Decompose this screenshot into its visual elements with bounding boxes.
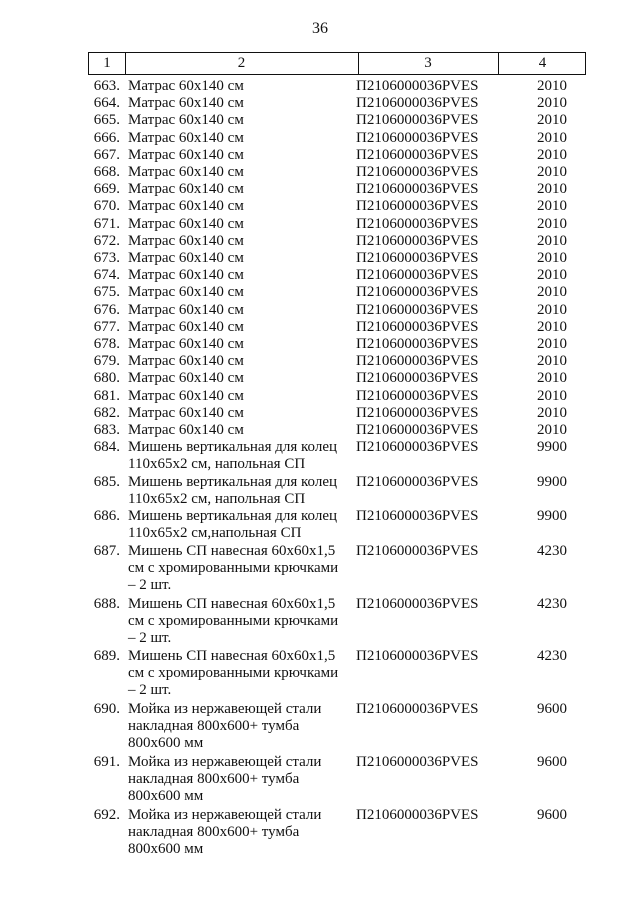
row-name [128,233,363,250]
row-number: 689. [93,648,120,665]
row-name [128,130,363,147]
row-name [128,508,363,542]
row-code: П2106000036PVES [356,232,479,249]
row-number: 683. [93,422,120,438]
items-table [88,52,586,860]
row-value: 9900 [537,473,567,490]
row-code: П2106000036PVES [356,301,479,318]
row-name-line: см с хромированными крючками [128,665,339,682]
row-name-line: Мишень вертикальная для колец [128,508,338,525]
row-code: П2106000036PVES [356,129,479,146]
row-name-line: 800х600 мм [128,787,204,804]
row-value: 2010 [537,422,567,438]
row-name [128,284,363,301]
row-code: П2106000036PVES [356,198,479,215]
row-code: П2106000036PVES [356,387,479,404]
row-number: 686. [93,508,120,525]
row-name [128,302,363,319]
row-name [128,216,363,233]
row-code: П2106000036PVES [356,806,479,823]
row-name [128,198,363,215]
row-name [128,543,363,594]
row-number: 671. [93,215,120,232]
row-code: П2106000036PVES [356,508,479,525]
row-number: 690. [93,701,120,718]
row-name-line: 800х600 мм [128,840,204,857]
row-value: 2010 [537,318,567,335]
row-code: П2106000036PVES [356,318,479,335]
row-name-line: Мойка из нержавеющей стали [128,753,322,770]
row-number: 675. [93,284,120,301]
row-name-line: Мишень СП навесная 60х60х1,5 [128,542,336,559]
row-number: 677. [93,318,120,335]
row-name-line: Мишень вертикальная для колец [128,439,338,456]
row-name-line: Матрас 60х140 см [128,284,244,301]
header-divider [498,53,499,74]
row-number: 680. [93,370,120,387]
row-code: П2106000036PVES [356,112,479,129]
row-name [128,267,363,284]
row-code: П2106000036PVES [356,78,479,94]
row-value: 2010 [537,164,567,180]
row-code: П2106000036PVES [356,439,479,456]
row-value: 2010 [537,267,567,284]
row-value: 2010 [537,284,567,301]
row-name [128,353,363,370]
row-number: 674. [93,267,120,284]
row-name-line: Мойка из нержавеющей стали [128,806,322,823]
row-value: 9900 [537,439,567,456]
row-number: 685. [93,473,120,490]
row-value: 2010 [537,112,567,129]
row-code: П2106000036PVES [356,181,479,198]
row-value: 2010 [537,336,567,352]
row-name-line: 110х65х2 см,напольная СП [128,525,302,542]
row-name [128,319,363,336]
row-code: П2106000036PVES [356,95,479,112]
row-name [128,596,363,647]
row-number: 673. [93,250,120,266]
row-value: 2010 [537,370,567,387]
row-name [128,370,363,387]
row-name-line: накладная 800х600+ тумба [128,718,300,735]
row-name-line: Матрас 60х140 см [128,318,244,335]
row-code: П2106000036PVES [356,701,479,718]
table-body [88,75,586,860]
row-number: 687. [93,542,120,559]
row-code: П2106000036PVES [356,250,479,266]
table-header [88,52,586,75]
row-name-line: см с хромированными крючками [128,559,339,576]
row-name-line: Матрас 60х140 см [128,267,244,284]
row-name [128,147,363,164]
header-divider [125,53,126,74]
row-name-line: накладная 800х600+ тумба [128,823,300,840]
row-number: 669. [93,181,120,198]
row-name-line: 110х65х2 см, напольная СП [128,490,306,507]
row-name-line: Матрас 60х140 см [128,215,244,232]
row-number: 664. [93,95,120,112]
row-value: 9600 [537,806,567,823]
row-name-line: – 2 шт. [128,576,172,593]
row-value: 4230 [537,542,567,559]
row-name [128,422,363,439]
row-code: П2106000036PVES [356,542,479,559]
row-code: П2106000036PVES [356,146,479,163]
row-number: 667. [93,146,120,163]
header-col-4: 4 [538,55,547,71]
row-code: П2106000036PVES [356,753,479,770]
row-number: 679. [93,353,120,370]
row-name [128,112,363,129]
row-name-line: – 2 шт. [128,629,172,646]
row-name-line: 800х600 мм [128,735,204,752]
row-name-line: Мишень вертикальная для колец [128,473,338,490]
header-col-2: 2 [237,55,246,71]
row-name-line: Матрас 60х140 см [128,422,244,438]
row-code: П2106000036PVES [356,422,479,438]
row-value: 4230 [537,648,567,665]
row-number: 678. [93,336,120,352]
row-name-line: Матрас 60х140 см [128,129,244,146]
row-name [128,474,363,508]
row-name-line: Матрас 60х140 см [128,250,244,266]
header-col-1: 1 [103,55,111,71]
row-name-line: Матрас 60х140 см [128,198,244,215]
row-code: П2106000036PVES [356,473,479,490]
row-name-line: см с хромированными крючками [128,612,339,629]
row-number: 682. [93,404,120,421]
row-name-line: Мишень СП навесная 60х60х1,5 [128,648,336,665]
row-value: 2010 [537,78,567,94]
row-number: 684. [93,439,120,456]
row-name-line: Матрас 60х140 см [128,370,244,387]
row-number: 672. [93,232,120,249]
row-value: 2010 [537,198,567,215]
row-number: 691. [93,753,120,770]
row-name [128,701,363,752]
row-number: 688. [93,595,120,612]
row-name-line: Матрас 60х140 см [128,301,244,318]
row-number: 670. [93,198,120,215]
row-name [128,95,363,112]
row-value: 2010 [537,353,567,370]
row-value: 9600 [537,753,567,770]
row-value: 2010 [537,232,567,249]
row-code: П2106000036PVES [356,648,479,665]
row-name-line: Матрас 60х140 см [128,146,244,163]
row-name [128,181,363,198]
row-name-line: Мишень СП навесная 60х60х1,5 [128,595,336,612]
row-name [128,405,363,422]
row-name-line: – 2 шт. [128,682,172,699]
row-name-line: накладная 800х600+ тумба [128,770,300,787]
header-divider [358,53,359,74]
page-number: 36 [312,20,328,37]
row-code: П2106000036PVES [356,336,479,352]
row-name-line: Матрас 60х140 см [128,181,244,198]
row-value: 2010 [537,146,567,163]
row-code: П2106000036PVES [356,353,479,370]
row-number: 668. [93,164,120,180]
row-value: 2010 [537,387,567,404]
row-name [128,648,363,699]
row-name [128,164,363,181]
row-value: 9600 [537,701,567,718]
row-name [128,250,363,267]
row-code: П2106000036PVES [356,404,479,421]
row-value: 2010 [537,301,567,318]
row-value: 2010 [537,95,567,112]
row-name-line: Матрас 60х140 см [128,78,244,94]
row-number: 665. [93,112,120,129]
row-number: 681. [93,387,120,404]
row-number: 666. [93,129,120,146]
row-value: 2010 [537,129,567,146]
row-value: 4230 [537,595,567,612]
row-code: П2106000036PVES [356,595,479,612]
row-code: П2106000036PVES [356,164,479,180]
row-code: П2106000036PVES [356,284,479,301]
row-name-line: Матрас 60х140 см [128,164,244,180]
row-name [128,754,363,805]
row-name-line: Матрас 60х140 см [128,353,244,370]
row-value: 2010 [537,215,567,232]
row-value: 2010 [537,250,567,266]
row-name [128,807,363,858]
row-name-line: Матрас 60х140 см [128,387,244,404]
row-number: 663. [93,78,120,94]
row-value: 2010 [537,404,567,421]
row-name [128,336,363,353]
row-name-line: Матрас 60х140 см [128,95,244,112]
row-value: 2010 [537,181,567,198]
row-name [128,388,363,405]
row-name [128,439,363,473]
row-number: 676. [93,301,120,318]
row-value: 9900 [537,508,567,525]
row-code: П2106000036PVES [356,370,479,387]
row-name-line: Матрас 60х140 см [128,232,244,249]
row-code: П2106000036PVES [356,215,479,232]
row-number: 692. [93,806,120,823]
row-name-line: 110х65х2 см, напольная СП [128,456,306,473]
row-name [128,78,363,95]
row-name-line: Матрас 60х140 см [128,336,244,352]
row-code: П2106000036PVES [356,267,479,284]
header-col-3: 3 [424,55,432,71]
row-name-line: Мойка из нержавеющей стали [128,701,322,718]
row-name-line: Матрас 60х140 см [128,404,244,421]
row-name-line: Матрас 60х140 см [128,112,244,129]
